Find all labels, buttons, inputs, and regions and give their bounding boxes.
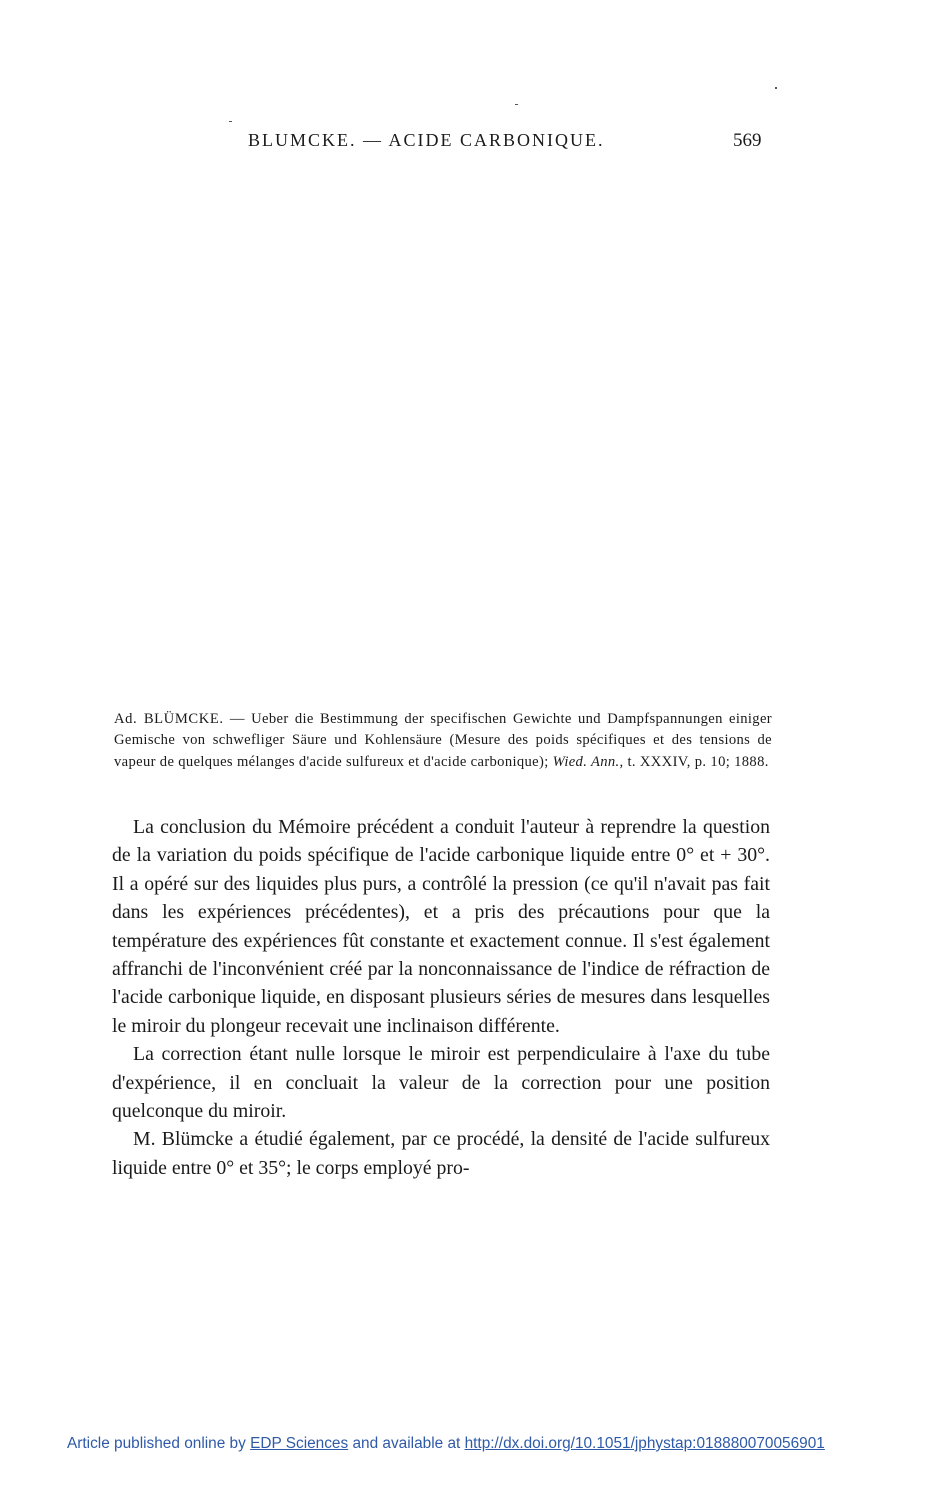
reference-dash: — [223,711,252,727]
reference-citation: t. XXXIV, p. 10; 1888. [627,753,769,770]
footer-middle: and available at [352,1435,461,1452]
body-text [112,813,770,1182]
body-paragraph: La conclusion du Mémoire précédent a conduit l'auteur à reprendre la question de la variation du poids spécifique de l'acide carbonique liquide entre 0° et + 30°. Il a opéré sur des liquides plus purs, a contrôlé la pression (ce qu'il n'avait pas fait dans les expériences précédentes), et a pris des précautions pour que la température des expériences fût constante et exactement connue. Il s'est également affranchi de l'inconvénient créé par la nonconnaissance de l'indice de réfraction de l'acide carbonique liquide, en disposant plusieurs séries de mesures dans lesquelles le miroir du plongeur recevait une inclinaison différente. [112,816,770,1037]
scan-speck [775,87,777,89]
scan-speck [229,121,232,122]
doi-link[interactable]: http://dx.doi.org/10.1051/jphystap:018880070056901 [464,1435,825,1452]
publisher-link[interactable]: EDP Sciences [250,1435,349,1452]
scan-speck [515,104,518,105]
reference-author: Ad. BLÜMCKE. [114,711,224,727]
footer-prefix: Article published online by [67,1435,246,1452]
abstract-reference [114,709,772,773]
publication-footer [67,1435,825,1453]
reference-journal: Wied. Ann., [552,753,624,770]
reference-title: Ueber die Bestimmung der specifischen Gewichte und Dampfspannungen einiger Gemische von schwefliger Säure und Kohlensäure (Mesure des poids spécifiques et des tensions de vapeur de quelques mélanges d'acide sulfureux et d'acide carbonique); [114,711,772,770]
body-paragraph: M. Blümcke a étudié également, par ce procédé, la densité de l'acide sulfureux liquide entre 0° et 35°; le corps employé pro- [112,1128,770,1179]
running-head: BLUMCKE. — ACIDE CARBONIQUE. [248,130,605,150]
page-number: 569 [733,130,762,151]
body-paragraph: La correction étant nulle lorsque le miroir est perpendiculaire à l'axe du tube d'expérience, il en concluait la valeur de la correction pour une position quelconque du miroir. [112,1043,770,1123]
